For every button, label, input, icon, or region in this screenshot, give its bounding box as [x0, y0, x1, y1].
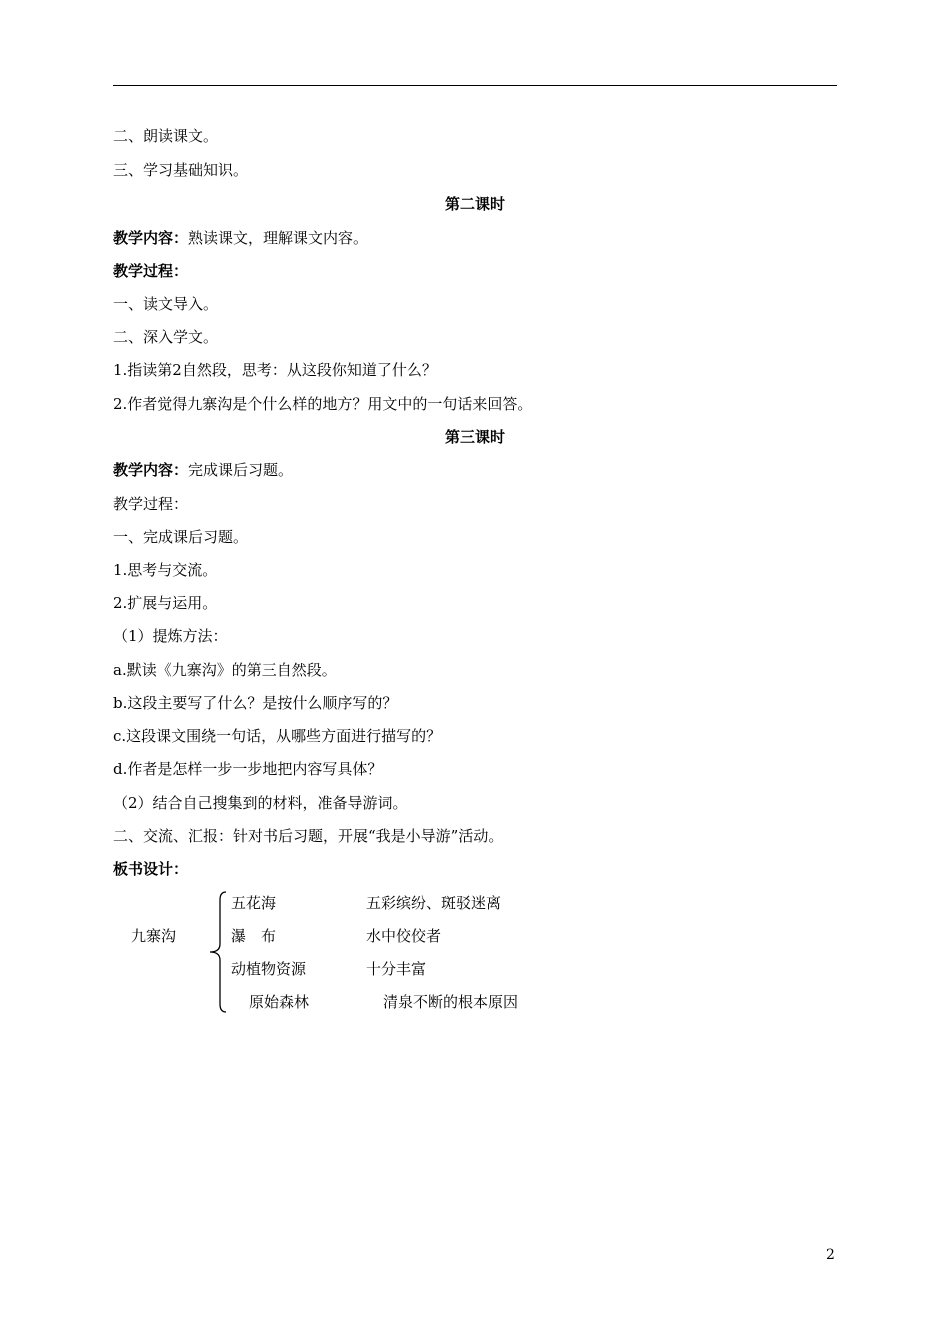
board-desc: 十分丰富 [366, 960, 427, 978]
teaching-process-label: 教学过程： [113, 262, 189, 280]
text-line: c.这段课文围绕一句话，从哪些方面进行描写的？ [113, 727, 442, 745]
section-heading: 第二课时 [444, 195, 505, 213]
page-number: 2 [826, 1247, 835, 1263]
text-line: 一、完成课后习题。 [113, 528, 249, 546]
text-line: 二、朗读课文。 [113, 127, 219, 145]
text-line: 二、交流、汇报：针对书后习题，开展“我是小导游”活动。 [113, 827, 504, 845]
board-item: 五花海 [231, 894, 277, 912]
board-item: 原始森林 [249, 993, 310, 1011]
text-line: （2）结合自己搜集到的材料，准备导游词。 [113, 794, 408, 812]
board-desc: 五彩缤纷、斑驳迷离 [366, 894, 502, 912]
text-line: 三、学习基础知识。 [113, 161, 249, 179]
brace-icon [206, 890, 230, 1014]
value: 完成课后习题。 [188, 461, 294, 479]
board-design-label: 板书设计： [113, 860, 189, 878]
board-root: 九寨沟 [131, 927, 177, 945]
text-line: （1）提炼方法： [113, 627, 228, 645]
board-item: 瀑 布 [231, 927, 277, 945]
text-line: 二、深入学文。 [113, 328, 219, 346]
label: 教学内容： [113, 229, 189, 247]
text-line: 1.指读第2自然段，思考：从这段你知道了什么？ [113, 361, 437, 379]
text-line: b.这段主要写了什么？是按什么顺序写的？ [113, 694, 398, 712]
text-line: 2.作者觉得九寨沟是个什么样的地方？用文中的一句话来回答。 [113, 395, 533, 413]
board-item: 动植物资源 [231, 960, 307, 978]
board-desc: 清泉不断的根本原因 [383, 993, 519, 1011]
value: 熟读课文，理解课文内容。 [188, 229, 369, 247]
teaching-content [113, 460, 293, 480]
teaching-process-label: 教学过程： [113, 495, 189, 513]
text-line: 1.思考与交流。 [113, 561, 218, 579]
text-line: d.作者是怎样一步一步地把内容写具体？ [113, 760, 383, 778]
text-line: 一、读文导入。 [113, 295, 219, 313]
section-heading: 第三课时 [444, 428, 505, 446]
text-line: 2.扩展与运用。 [113, 594, 218, 612]
header-rule [113, 85, 837, 86]
teaching-content [113, 228, 368, 248]
label: 教学内容： [113, 461, 189, 479]
text-line: a.默读《九寨沟》的第三自然段。 [113, 661, 337, 679]
board-desc: 水中佼佼者 [366, 927, 442, 945]
